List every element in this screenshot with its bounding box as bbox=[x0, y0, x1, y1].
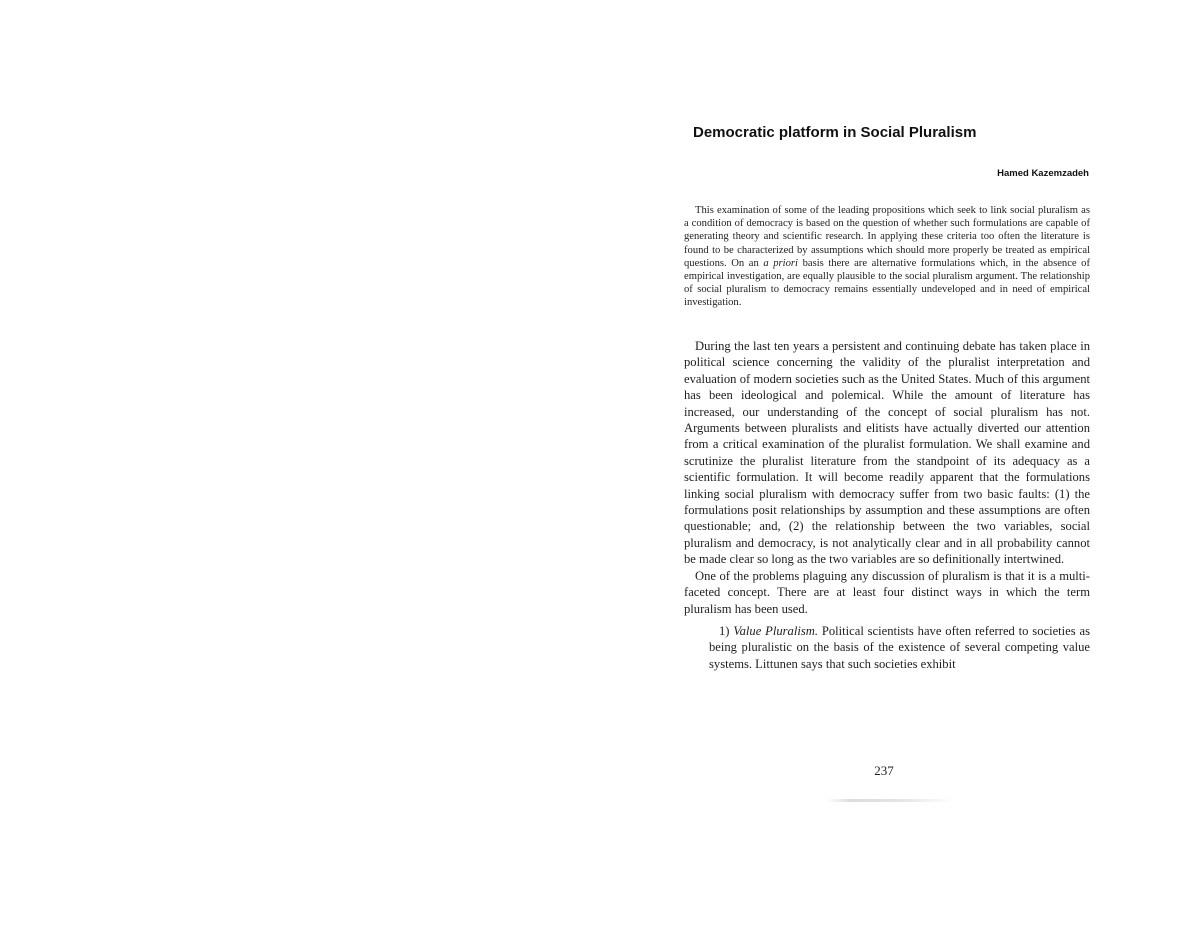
body-paragraph-1: During the last ten years a persistent and continuing debate has taken place in political science concerning the validity of the pluralist interpretation and evaluation of modern societies such as the United States. Much of this argument has been ideological and polemical. While the amount of literature has increased, our understanding of the concept of social pluralism has not. Arguments between pluralists and elitists have actually diverted our attention from a critical examination of the pluralist formulation. We shall examine and scrutinize the pluralist literature from the standpoint of its adequacy as a scientific formulation. It will become readily apparent that the formulations linking social pluralism with democracy suffer from two basic faults: (1) the formulations posit relationships by assumption and these assumptions are often questionable; and, (2) the relationship between the two variables, social pluralism and democracy, is not analytically clear and in all probability cannot be made clear so long as the two variables are so definitionally intertwined. bbox=[684, 339, 1090, 567]
page-number: 237 bbox=[874, 763, 894, 778]
list-item-value-pluralism bbox=[684, 623, 1090, 672]
list-item-heading: Value Pluralism. bbox=[733, 623, 818, 638]
abstract-text-part-2: basis there are alternative formulations which, in the absence of empirical investigation, are equally plausible to the social pluralism argument. The relationship of social pluralism to democracy remains essentially undeveloped and in need of empirical investigation. bbox=[684, 257, 1091, 309]
footer-scan-mark bbox=[826, 799, 954, 802]
abstract-text-part-1: This examination of some of the leading propositions which seek to link social pluralism as a condition of democracy is based on the question of whether such formulations are capable of generating theory and scientific research. In applying these criteria too often the literature is found to be characterized by assumptions which should more properly be treated as empirical questions. On an bbox=[684, 205, 1090, 269]
author-name: Hamed Kazemzadeh bbox=[997, 168, 1089, 179]
body-text bbox=[684, 338, 1090, 672]
paper-title: Democratic platform in Social Pluralism bbox=[693, 124, 977, 141]
list-item-text: Political scientists have often referred to societies as being pluralistic on the basis of the existence of several competing value systems. Littunen says that such societies exhibit bbox=[709, 623, 1090, 671]
abstract bbox=[684, 204, 1090, 310]
list-item-number: 1) bbox=[719, 623, 730, 638]
body-paragraph-2: One of the problems plaguing any discussion of pluralism is that it is a multi-faceted concept. There are at least four distinct ways in which the term pluralism has been used. bbox=[684, 568, 1090, 616]
abstract-italic-phrase: a priori bbox=[763, 257, 798, 269]
